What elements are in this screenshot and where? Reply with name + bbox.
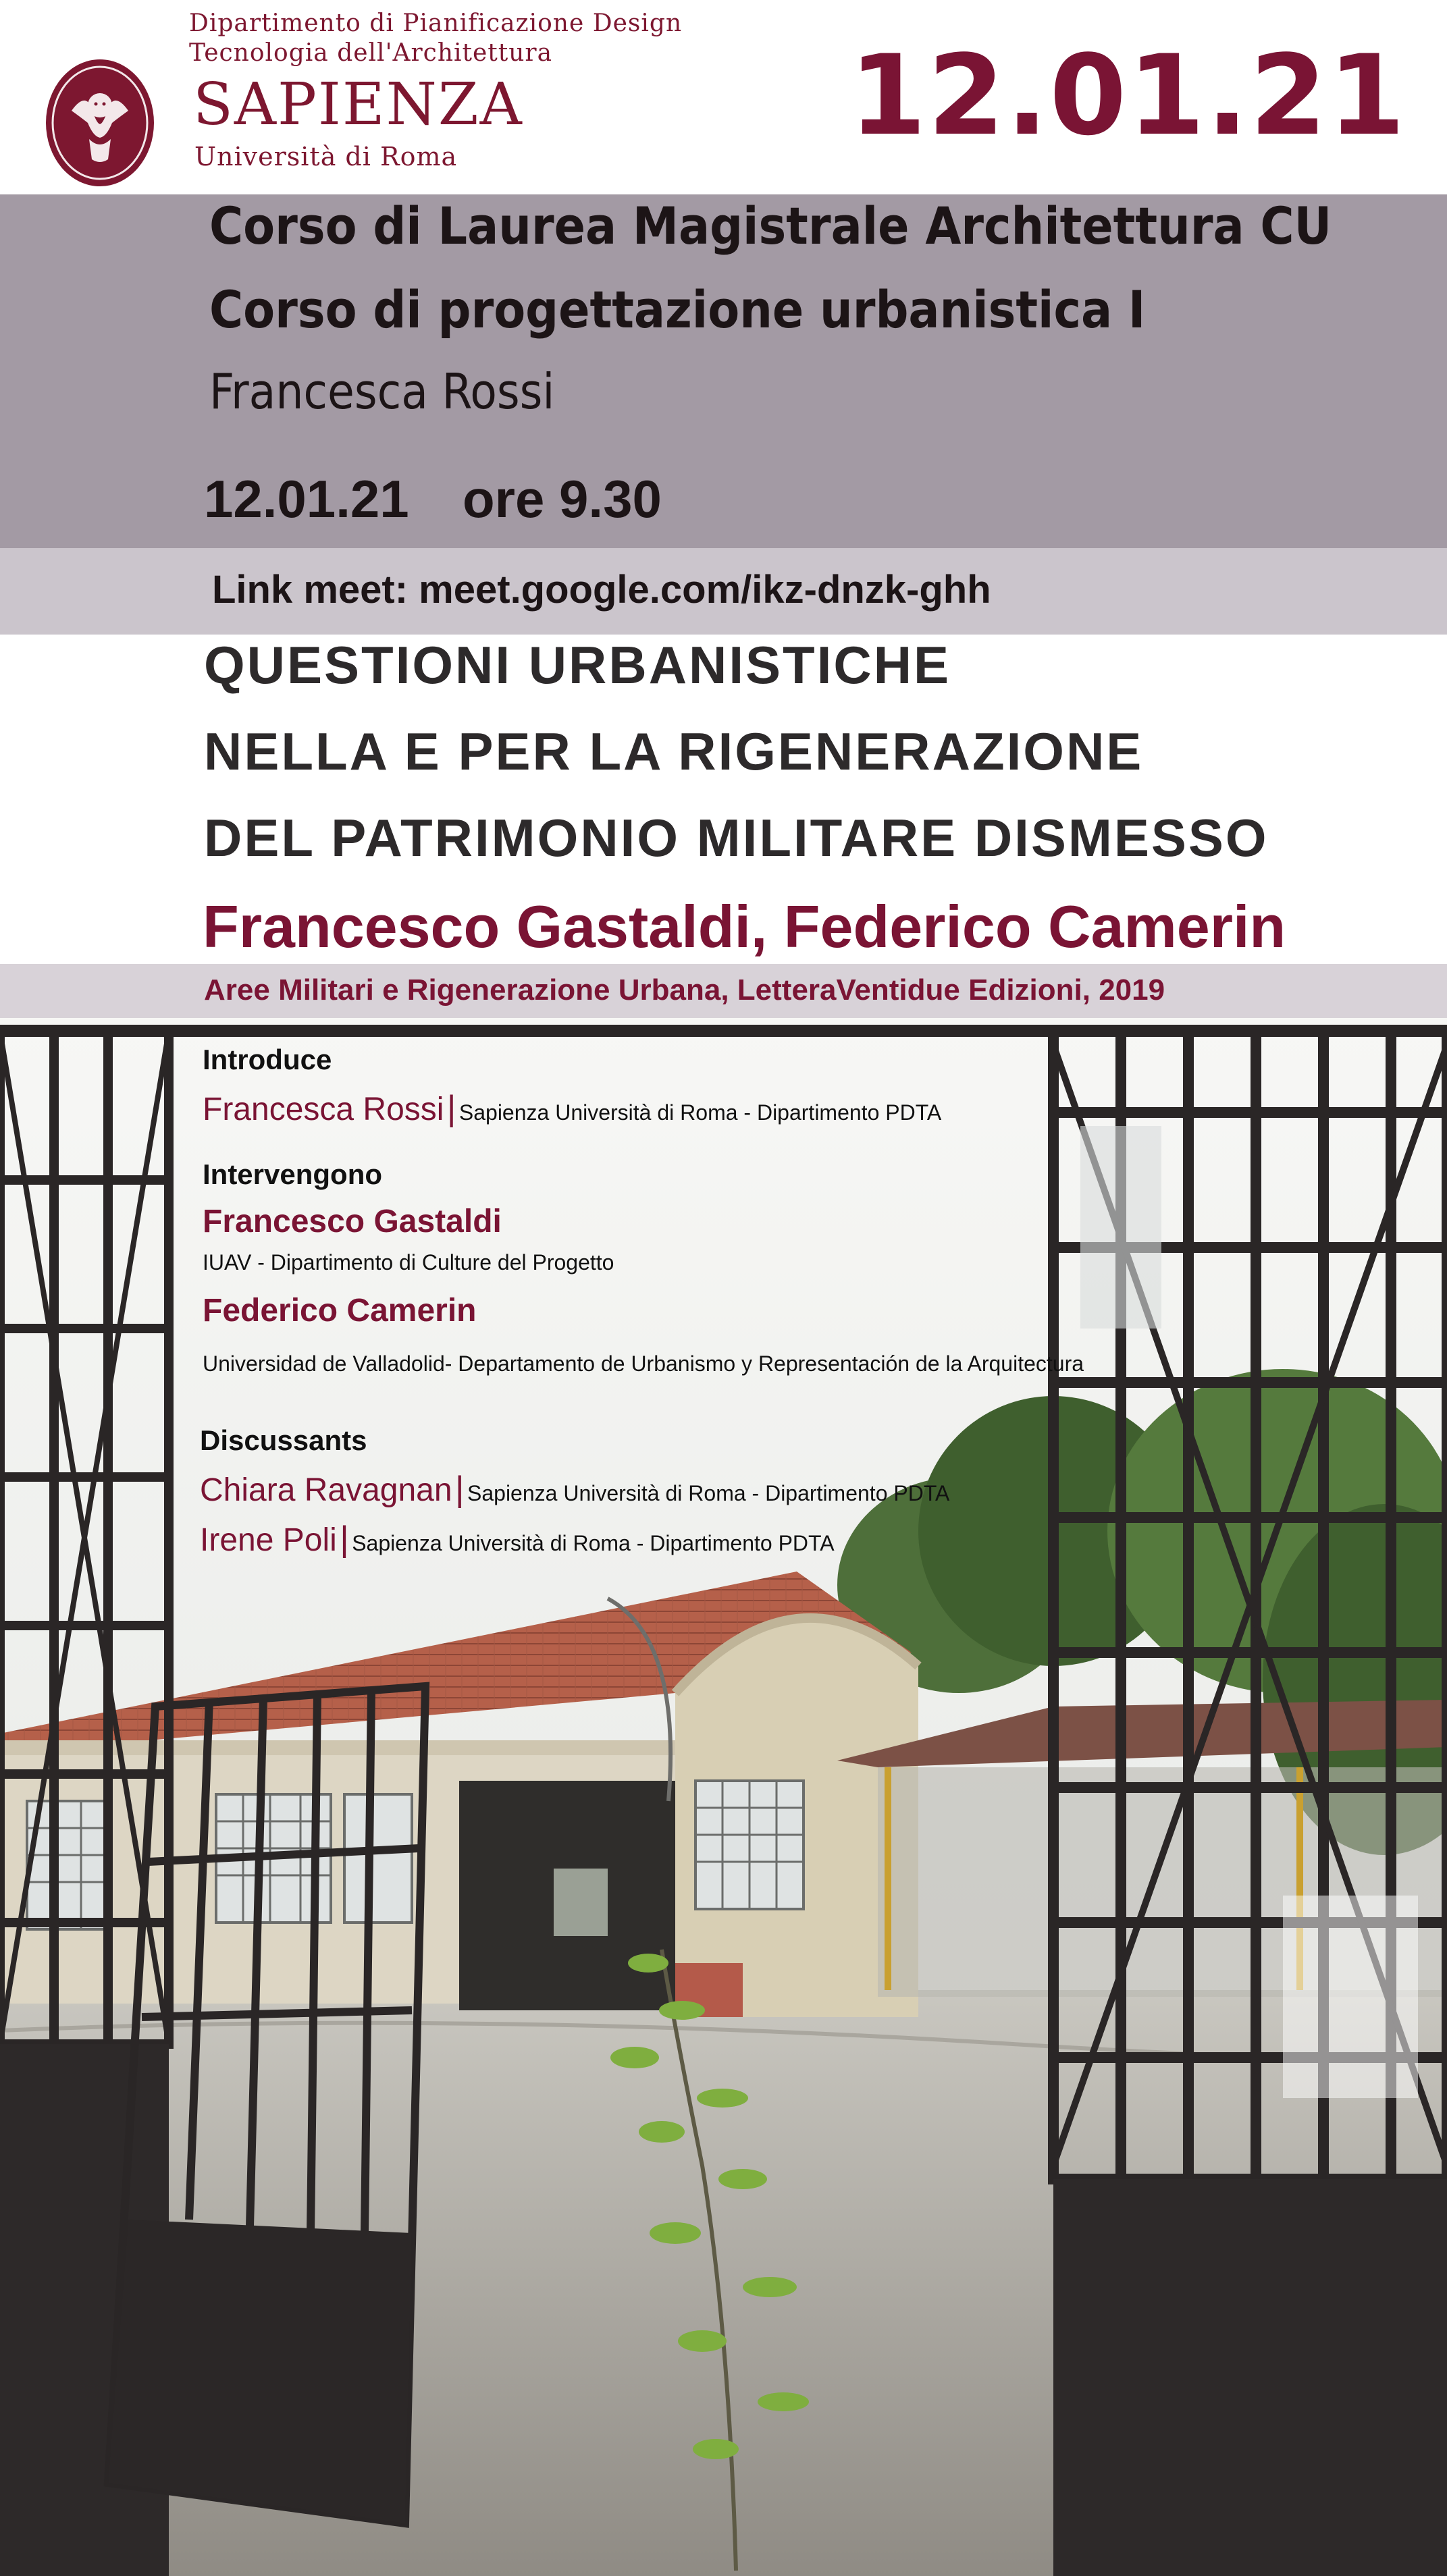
- speaker2-affiliation: Universidad de Valladolid- Departamento de Urbanismo y Representación de la Arquitectura: [203, 1351, 1084, 1376]
- university-name: SAPIENZA: [193, 71, 523, 138]
- meet-link[interactable]: Link meet: meet.google.com/ikz-dnzk-ghh: [212, 568, 991, 612]
- discussant2-row: [200, 1519, 835, 1559]
- title-line-1: QUESTIONI URBANISTICHE: [204, 635, 951, 695]
- speaker1-affiliation: IUAV - Dipartimento di Culture del Progetto: [203, 1250, 614, 1274]
- introducer-row: [203, 1088, 941, 1129]
- authors: Francesco Gastaldi, Federico Camerin: [203, 893, 1286, 960]
- speaker1-name: Francesco Gastaldi: [203, 1204, 502, 1239]
- separator: |: [340, 1520, 349, 1559]
- discussant2-name: Irene Poli: [200, 1522, 337, 1558]
- course-teacher: Francesca Rossi: [209, 363, 555, 420]
- course-degree: Corso di Laurea Magistrale Architettura CU: [209, 196, 1332, 256]
- title-line-2: NELLA E PER LA RIGENERAZIONE: [204, 722, 1144, 781]
- department-line-2: Tecnologia dell'Architettura: [189, 39, 553, 67]
- separator: |: [446, 1089, 456, 1128]
- discussant1-row: [200, 1469, 949, 1509]
- sapienza-seal-logo: [45, 58, 155, 188]
- intervengono-label: Intervengono: [203, 1158, 383, 1190]
- event-time: ore 9.30: [462, 469, 662, 529]
- university-subtitle: Università di Roma: [194, 142, 458, 171]
- event-date: 12.01.21: [204, 469, 409, 529]
- header-date: 12.01.21: [849, 31, 1406, 160]
- event-datetime: [204, 468, 662, 530]
- course-name: Corso di progettazione urbanistica I: [209, 279, 1146, 340]
- department-line-1: Dipartimento di Pianificazione Design: [189, 9, 683, 37]
- introduce-label: Introduce: [203, 1044, 332, 1075]
- discussants-label: Discussants: [200, 1424, 367, 1456]
- introducer-affiliation: Sapienza Università di Roma - Dipartimento PDTA: [458, 1100, 942, 1125]
- speaker2-name: Federico Camerin: [203, 1293, 477, 1329]
- discussant2-affiliation: Sapienza Università di Roma - Dipartimento PDTA: [352, 1531, 835, 1555]
- title-line-3: DEL PATRIMONIO MILITARE DISMESSO: [204, 808, 1269, 867]
- discussant1-affiliation: Sapienza Università di Roma - Dipartimento PDTA: [467, 1481, 950, 1505]
- introducer-name: Francesca Rossi: [203, 1092, 444, 1127]
- book-reference: Aree Militari e Rigenerazione Urbana, LetteraVentidue Edizioni, 2019: [204, 973, 1165, 1007]
- discussant1-name: Chiara Ravagnan: [200, 1472, 452, 1508]
- separator: |: [455, 1470, 465, 1509]
